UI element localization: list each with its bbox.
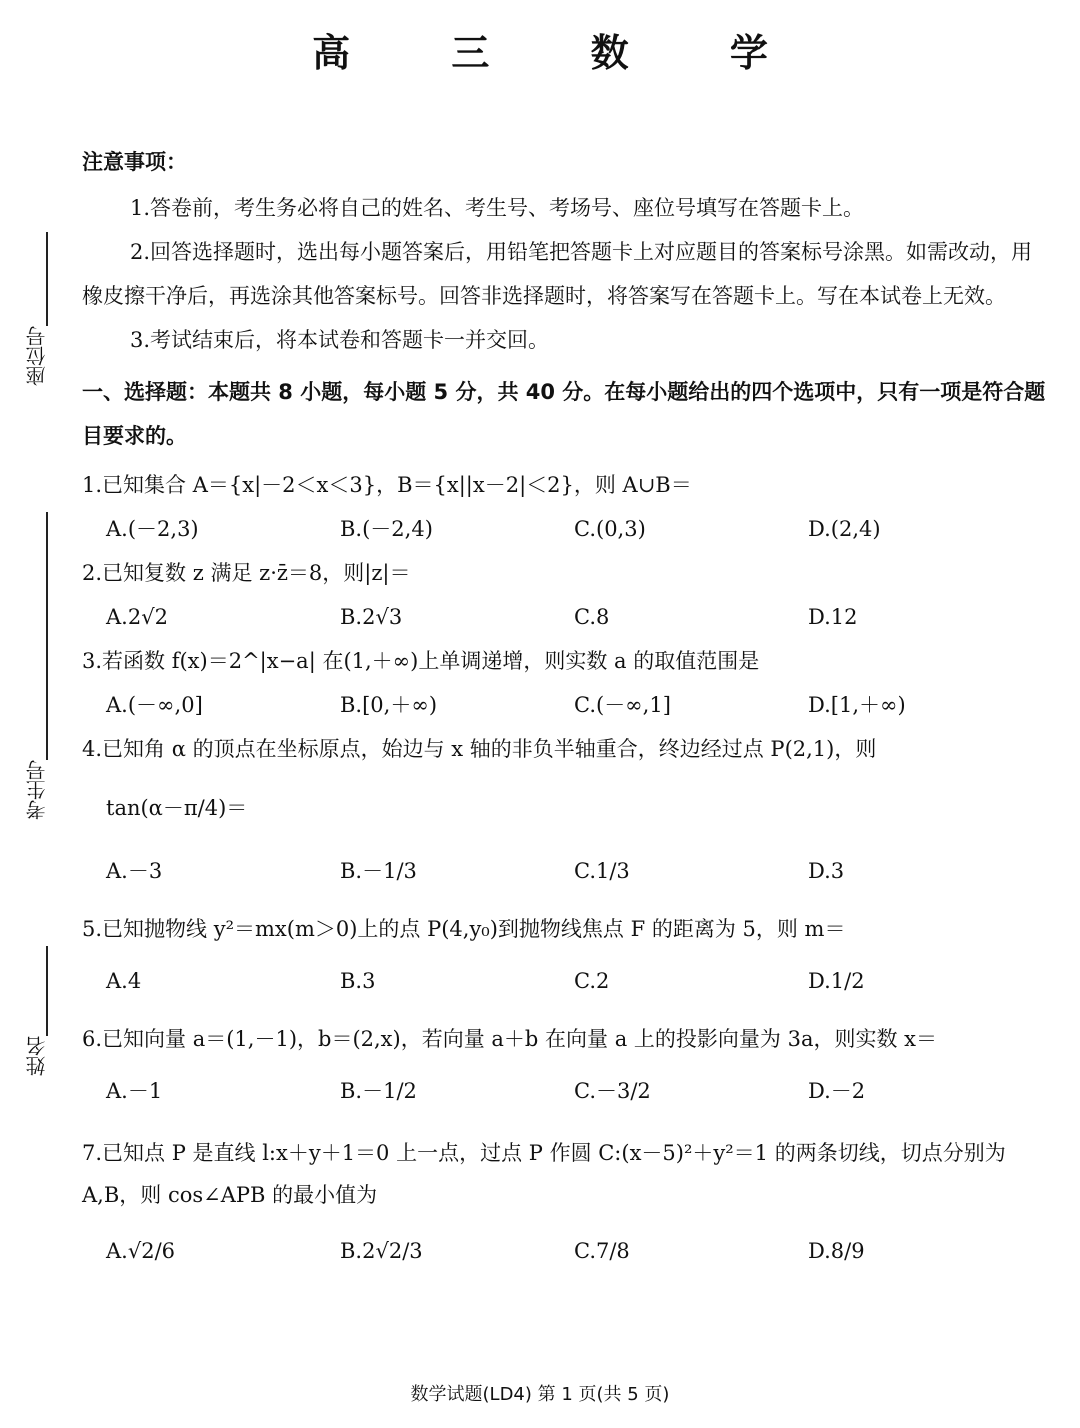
option-d: D.12 [808, 605, 858, 629]
name-label: 姓名 [25, 1036, 49, 1076]
option-a: A.2√2 [106, 605, 168, 629]
option-row [106, 688, 1052, 722]
question-2 [82, 556, 1052, 634]
option-b: B.2√3 [340, 605, 403, 629]
name-line [46, 946, 48, 1036]
question-5 [82, 912, 1052, 998]
option-d: D.(2,4) [808, 517, 881, 541]
option-c: C.7/8 [574, 1239, 630, 1263]
option-row [106, 964, 1052, 998]
question-1 [82, 468, 1052, 546]
option-a: A.(－2,3) [106, 517, 199, 541]
option-b: B.[0,＋∞) [340, 693, 438, 717]
question-stem: 1.已知集合 A＝{x|－2＜x＜3}，B＝{x||x－2|＜2}，则 A∪B＝ [82, 473, 692, 497]
option-c: C.8 [574, 605, 610, 629]
option-d: D.8/9 [808, 1239, 865, 1263]
seat-number-field [22, 232, 56, 386]
option-c: C.(－∞,1] [574, 693, 671, 717]
exam-number-field [22, 512, 56, 820]
option-b: B.－1/3 [340, 859, 417, 883]
question-4 [82, 732, 1052, 888]
question-stem: 5.已知抛物线 y²＝mx(m＞0)上的点 P(4,y₀)到抛物线焦点 F 的距离为 5，则 m＝ [82, 917, 846, 941]
option-c: C.－3/2 [574, 1079, 651, 1103]
question-stem: 2.已知复数 z 满足 z·z̄＝8，则|z|＝ [82, 561, 411, 585]
section-1-heading: 一、选择题：本题共 8 小题，每小题 5 分，共 40 分。在每小题给出的四个选项中，只有一项是符合题目要求的。 [82, 380, 1046, 448]
question-stem: 7.已知点 P 是直线 l:x＋y＋1＝0 上一点，过点 P 作圆 C:(x－5)²＋y²＝1 的两条切线，切点分别为 A,B，则 cos∠APB 的最小值为 [82, 1141, 1006, 1207]
notice-heading: 注意事项： [82, 150, 187, 174]
question-7 [82, 1132, 1052, 1268]
question-3 [82, 644, 1052, 722]
option-a: A.－3 [106, 859, 163, 883]
option-c: C.1/3 [574, 859, 630, 883]
question-stem-formula: tan(α－π/4)＝ [106, 796, 248, 820]
seat-number-label: 座位号 [25, 326, 49, 386]
option-b: B.2√2/3 [340, 1239, 423, 1263]
question-stem: 4.已知角 α 的顶点在坐标原点，始边与 x 轴的非负半轴重合，终边经过点 P(2,1)，则 [82, 737, 877, 761]
exam-content [82, 140, 1052, 1268]
option-a: A.(－∞,0] [106, 693, 203, 717]
option-d: D.1/2 [808, 969, 865, 993]
question-stem: 6.已知向量 a＝(1,－1)，b＝(2,x)，若向量 a＋b 在向量 a 上的投影向量为 3a，则实数 x＝ [82, 1027, 937, 1051]
question-stem: 3.若函数 f(x)＝2^|x−a| 在(1,＋∞)上单调递增，则实数 a 的取值范围是 [82, 649, 760, 673]
option-row [106, 512, 1052, 546]
option-row [106, 600, 1052, 634]
option-c: C.2 [574, 969, 610, 993]
option-c: C.(0,3) [574, 517, 646, 541]
option-d: D.－2 [808, 1079, 866, 1103]
name-field [22, 946, 56, 1076]
page-title: 高 三 数 学 [312, 31, 812, 75]
option-a: A.√2/6 [106, 1239, 176, 1263]
option-a: A.－1 [106, 1079, 163, 1103]
option-a: A.4 [106, 969, 142, 993]
exam-number-label: 考生号 [25, 760, 49, 820]
notice-item-3: 3.考试结束后，将本试卷和答题卡一并交回。 [130, 328, 550, 352]
notice-item-1: 1.答卷前，考生务必将自己的姓名、考生号、考场号、座位号填写在答题卡上。 [130, 196, 865, 220]
option-row [106, 1074, 1052, 1108]
option-b: B.3 [340, 969, 376, 993]
option-b: B.－1/2 [340, 1079, 417, 1103]
exam-number-line [46, 512, 48, 760]
question-6 [82, 1022, 1052, 1108]
seat-number-line [46, 232, 48, 326]
option-row [106, 854, 1052, 888]
option-d: D.3 [808, 859, 845, 883]
notice-item-2: 2.回答选择题时，选出每小题答案后，用铅笔把答题卡上对应题目的答案标号涂黑。如需改动，用橡皮擦干净后，再选涂其他答案标号。回答非选择题时，将答案写在答题卡上。写在本试卷上无效。 [82, 240, 1033, 308]
option-d: D.[1,＋∞) [808, 693, 906, 717]
page-footer: 数学试题(LD4) 第 1 页(共 5 页) [410, 1384, 670, 1405]
option-row [106, 1234, 1052, 1268]
option-b: B.(－2,4) [340, 517, 433, 541]
